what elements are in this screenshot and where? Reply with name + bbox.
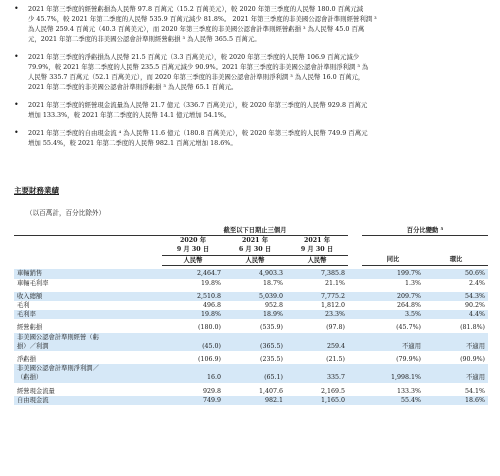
cell-qoq: 18.6%	[424, 396, 488, 405]
cell-yoy: 55.4%	[362, 396, 424, 405]
row-label: 毛利率	[14, 310, 162, 319]
cell-yoy: 264.8%	[397, 301, 422, 309]
cell-value: (21.5)	[326, 355, 346, 363]
table-row	[14, 396, 488, 405]
cell-qoq: 4.4%	[424, 310, 488, 319]
cell-value: 2,464.7	[162, 269, 224, 278]
cell-yoy: 3.5%	[362, 310, 424, 319]
cell-value: (235.5)	[260, 355, 283, 363]
cell-qoq: 2.4%	[469, 279, 486, 287]
cell-value: (180.0)	[198, 324, 221, 332]
cell-value: 929.8	[202, 387, 221, 395]
cell-value: 2,169.5	[320, 387, 346, 395]
cell-yoy: 199.7%	[362, 269, 424, 278]
bullet-dot: •	[14, 128, 19, 137]
row-label: 收入總額	[14, 292, 162, 301]
cell-value: (535.9)	[260, 324, 283, 332]
cell-value: (365.5)	[224, 342, 286, 351]
cell-value: 16.0	[162, 373, 224, 382]
cell-yoy: 1.3%	[405, 279, 422, 287]
cell-yoy: 1,998.1%	[362, 373, 424, 382]
row-label: 經營現金流量	[17, 387, 55, 395]
group-header: 截至以下日期止三個月	[162, 226, 348, 236]
cell-value: 19.8%	[200, 279, 221, 287]
cell-qoq: (81.8%)	[460, 324, 486, 332]
col-header-date: 9 月 30 日	[162, 245, 224, 255]
bullet-dot: •	[14, 100, 19, 109]
table-row	[14, 301, 488, 310]
unit-note: （以百萬計，百分比除外）	[26, 209, 106, 217]
highlight-operating-loss	[14, 4, 494, 44]
cell-qoq: 50.6%	[424, 269, 488, 278]
cell-qoq: 54.1%	[465, 387, 486, 395]
cell-value: 7,385.8	[286, 269, 348, 278]
table-row	[14, 310, 488, 319]
cell-value: 5,039.0	[224, 292, 286, 301]
currency-label: 人民幣	[286, 255, 348, 265]
highlight-operating-cash-flow	[14, 100, 494, 120]
cell-value: 21.1%	[325, 279, 346, 287]
row-label: 非美國公認會計準則淨利潤／	[14, 364, 162, 373]
table-row	[14, 323, 488, 332]
table-row	[14, 342, 488, 351]
cell-value: (65.1)	[224, 373, 286, 382]
highlight-text: 2021 年第三季度的經營現金流量為人民幣 21.7 億元（336.7 百萬美元），較 2020 年第三季度的人民幣 929.8 百萬元 增加 133.3%，較 2021 年第二季度的人民幣 14.1 億元增加 54.1%。	[28, 101, 368, 119]
row-label: 自由現金流	[14, 396, 162, 405]
cell-value: (45.0)	[162, 342, 224, 351]
cell-value: 18.7%	[262, 279, 283, 287]
row-label: 經營虧損	[17, 324, 43, 332]
cell-value: 952.8	[264, 301, 283, 309]
cell-value: 259.4	[286, 342, 348, 351]
bullet-dot: •	[14, 52, 19, 61]
row-label: 損）／利潤	[14, 342, 162, 351]
cell-value: 4,903.3	[224, 269, 286, 278]
row-label: 車輛銷售	[14, 269, 162, 278]
pct-col-yoy: 同比	[362, 255, 424, 265]
section-title: 主要財務業績	[14, 186, 59, 195]
table-row	[14, 364, 488, 373]
cell-yoy: (45.7%)	[396, 324, 422, 332]
col-header-year: 2021 年	[241, 237, 268, 245]
table-row	[14, 373, 488, 382]
cell-value: (106.9)	[198, 355, 221, 363]
table-row	[14, 387, 488, 396]
cell-value: 1,812.0	[320, 301, 346, 309]
cell-value: (97.8)	[326, 324, 346, 332]
cell-qoq: 54.3%	[424, 292, 488, 301]
cell-qoq: 不適用	[424, 342, 488, 351]
table-row	[14, 279, 488, 288]
currency-label: 人民幣	[224, 255, 286, 265]
pct-change-header: 百分比變動 ⁵	[362, 226, 488, 236]
cell-value: 1,165.0	[286, 396, 348, 405]
bullet-dot: •	[14, 4, 19, 13]
pct-col-qoq: 環比	[424, 255, 488, 265]
col-header-year: 2020 年	[179, 237, 206, 245]
highlight-text: 2021 年第三季度的自由現金流 ⁴ 為人民幣 11.6 億元（180.8 百萬美元），較 2020 年第三季度的人民幣 749.9 百萬元 增加 55.4%，較 2021 年第二季度的人民幣 982.1 百萬元增加 18.6%。	[28, 129, 368, 147]
row-label: 車輛毛利率	[17, 279, 49, 287]
cell-yoy: 不適用	[362, 342, 424, 351]
cell-yoy: 133.3%	[397, 387, 422, 395]
highlights-list	[14, 4, 494, 156]
currency-label: 人民幣	[162, 255, 224, 265]
cell-qoq: 不適用	[424, 373, 488, 382]
cell-value: 335.7	[286, 373, 348, 382]
highlight-free-cash-flow	[14, 128, 494, 148]
highlight-text: 2021 年第三季度的經營虧損為人民幣 97.8 百萬元（15.2 百萬美元），較 2020 年第三季度的人民幣 180.0 百萬元減 少 45.7%，較 2021 年第二季度的人民幣 535.9 百萬元減少 81.8%。 2021 年第三季度的非美國公認會計準則經營利潤 ³ 為人民幣 259.4 百萬元（40.3 百萬美元），而 2020 年第三季度的非美國公認會計準則經營虧損 ³ 為人民幣 45.0 百萬 元，2021 年第二季度的非美國公認會計準則經營虧損 ³ 為人民幣 365.5 百萬元。	[28, 5, 377, 43]
cell-value: 18.9%	[224, 310, 286, 319]
cell-yoy: 209.7%	[362, 292, 424, 301]
row-label: （虧損）	[14, 373, 162, 382]
cell-value: 7,775.2	[286, 292, 348, 301]
table-row	[14, 355, 488, 364]
col-header-date: 6 月 30 日	[224, 245, 286, 255]
cell-yoy: (79.9%)	[396, 355, 422, 363]
cell-qoq: (90.9%)	[460, 355, 486, 363]
table-row	[14, 333, 488, 342]
highlight-text: 2021 年第三季度的淨虧損為人民幣 21.5 百萬元（3.3 百萬美元），較 2020 年第三季度的人民幣 106.9 百萬元減少 79.9%，較 2021 年第二季度的人民幣 235.5 百萬元減少 90.9%。2021 年第三季度的非美國公認會計準則淨利潤 ³ 為 人民幣 335.7 百萬元（52.1 百萬美元），而 2020 年第三季度的非美國公認會計準則淨利潤 ³ 為人民幣 16.0 百萬元， 2021 年第二季度的非美國公認會計準則淨虧損 ³ 為人民幣 65.1 百萬元。	[28, 53, 369, 91]
cell-value: 2,510.8	[162, 292, 224, 301]
highlight-net-loss	[14, 52, 494, 92]
cell-value: 1,407.6	[258, 387, 283, 395]
cell-value: 749.9	[162, 396, 224, 405]
cell-value: 982.1	[224, 396, 286, 405]
row-label: 淨虧損	[17, 355, 36, 363]
row-label: 毛利	[17, 301, 30, 309]
row-label: 非美國公認會計準則經營（虧	[14, 333, 162, 342]
cell-value: 23.3%	[286, 310, 348, 319]
col-header-date: 9 月 30 日	[286, 245, 348, 255]
financial-results-table	[14, 226, 488, 405]
cell-value: 19.8%	[162, 310, 224, 319]
table-row	[14, 292, 488, 301]
table-row	[14, 269, 488, 278]
cell-qoq: 90.2%	[465, 301, 486, 309]
cell-value: 496.8	[202, 301, 221, 309]
col-header-year: 2021 年	[304, 237, 331, 245]
